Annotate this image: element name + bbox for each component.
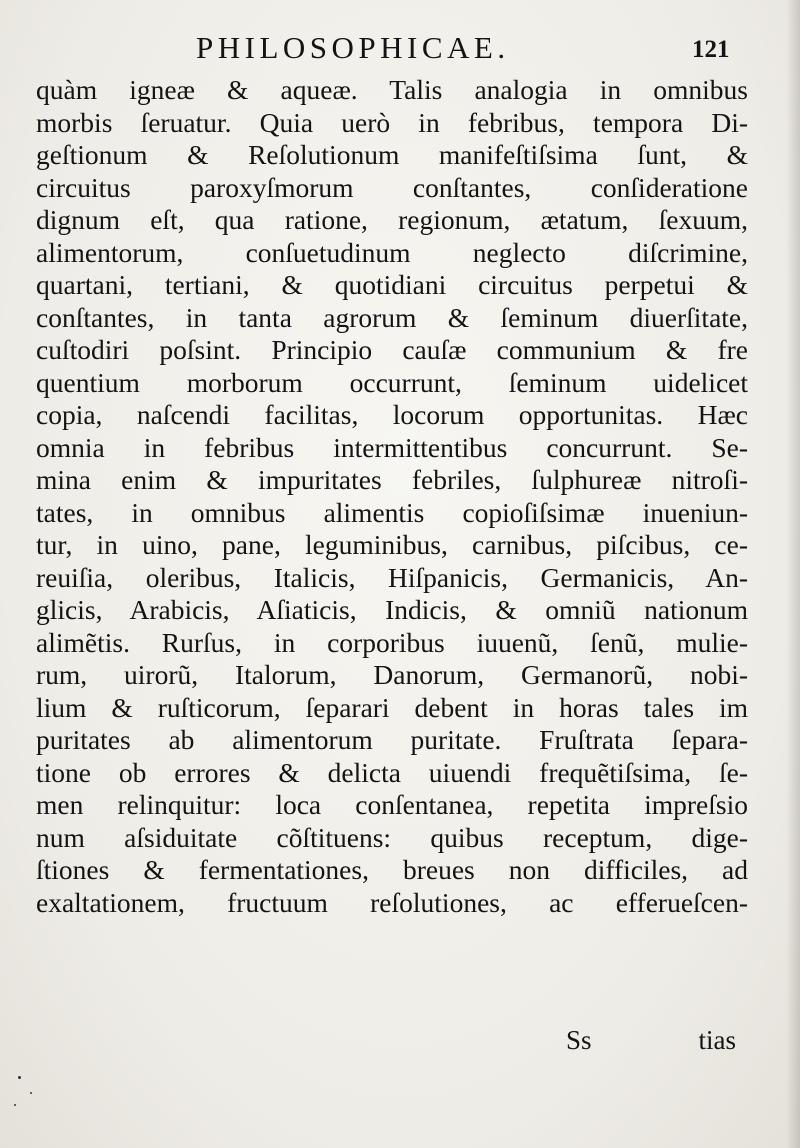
text-line: omnia in febribus intermittentibus concurrunt. Se- [36,431,748,463]
text-line: cuſtodiri poſsint. Principio cauſæ communium & fre [36,334,748,365]
text-line: exaltationem, fructuum reſolutiones, ac efferueſcen- [36,886,748,918]
text-line: copia, naſcendi facilitas, locorum opportunitas. Hæc [36,399,748,430]
text-line: puritates ab alimentorum puritate. Fruſtrata ſepara- [36,724,748,755]
catchword: tias [698,1025,736,1055]
text-line: num aſsiduitate cõſtituens: quibus receptum, dige- [36,821,748,853]
text-line: tates, in omnibus alimentis copioſiſsimæ inueniun- [36,496,748,528]
page-gutter-shadow [786,0,800,1148]
text-line: ſtiones & fermentationes, breues non difficiles, ad [36,854,748,885]
text-line: quentium morborum occurrunt, ſeminum uidelicet [36,366,748,398]
text-line: men relinquitur: loca conſentanea, repetita impreſsio [36,789,748,820]
text-line: quartani, tertiani, & quotidiani circuitus perpetui & [36,269,748,300]
text-line: conſtantes, in tanta agrorum & ſeminum diuerſitate, [36,301,748,333]
page-footer [560,1022,736,1058]
body-text [36,74,748,919]
page-number: 121 [692,36,730,63]
text-line: tione ob errores & delicta uiuendi frequẽtiſsima, ſe- [36,756,748,788]
page-header [0,28,800,68]
text-line: mina enim & impuritates febriles, ſulphureæ nitroſi- [36,464,748,495]
text-line: circuitus paroxyſmorum conſtantes, conſideratione [36,171,748,203]
running-title: PHILOSOPHICAE. [196,30,510,65]
signature-mark: Ss [566,1025,592,1055]
text-line: alimentorum, conſuetudinum neglecto diſcrimine, [36,236,748,268]
text-line: geſtionum & Reſolutionum manifeſtiſsima ſunt, & [36,139,748,170]
text-line: quàm igneæ & aqueæ. Talis analogia in omnibus [36,74,748,105]
ink-speck [30,1092,32,1094]
text-line: reuiſia, oleribus, Italicis, Hiſpanicis, Germanicis, An- [36,561,748,593]
ink-speck [18,1076,21,1079]
text-line: tur, in uino, pane, leguminibus, carnibus, piſcibus, ce- [36,529,748,560]
ink-speck [14,1104,16,1106]
text-line: glicis, Arabicis, Aſiaticis, Indicis, & omniũ nationum [36,594,748,625]
text-line: morbis ſeruatur. Quia uerò in febribus, tempora Di- [36,106,748,138]
text-line: rum, uirorũ, Italorum, Danorum, Germanorũ, nobi- [36,659,748,690]
text-line: lium & ruſticorum, ſeparari debent in horas tales im [36,691,748,723]
text-line: alimẽtis. Rurſus, in corporibus iuuenũ, ſenũ, mulie- [36,626,748,658]
text-line: dignum eſt, qua ratione, regionum, ætatum, ſexuum, [36,204,748,235]
